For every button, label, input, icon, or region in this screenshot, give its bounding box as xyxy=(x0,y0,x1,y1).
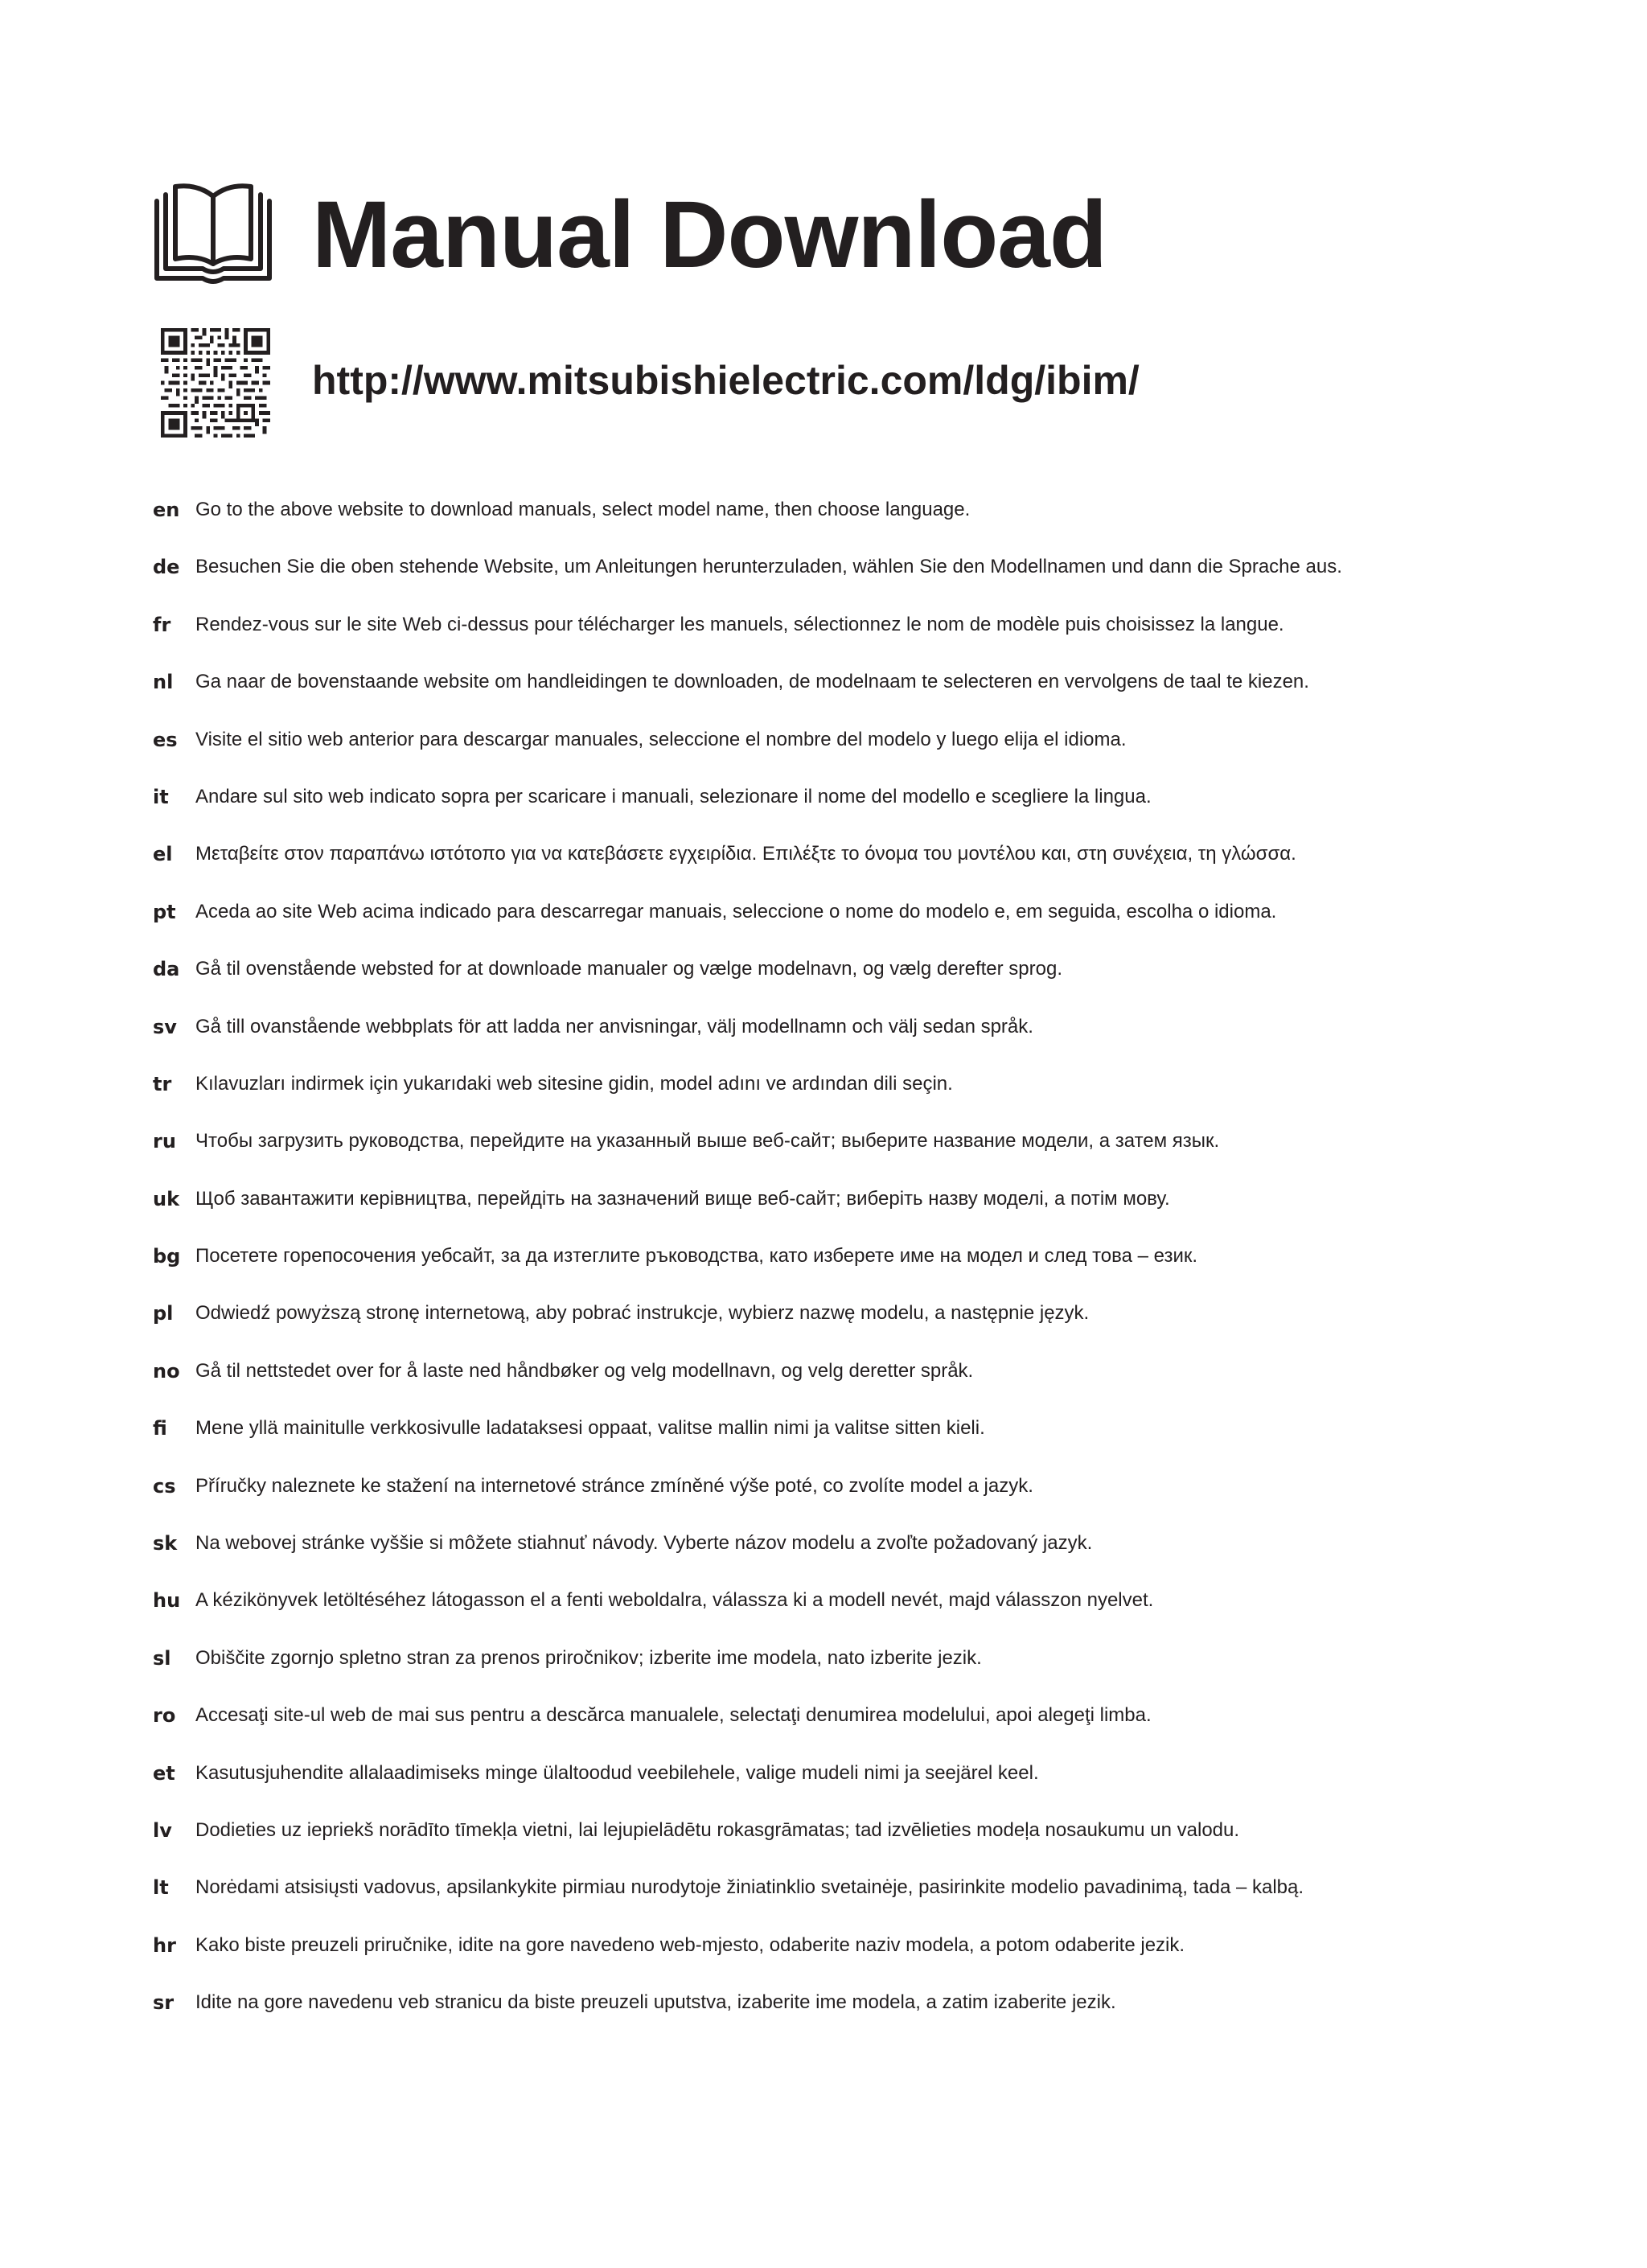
language-code: es xyxy=(153,728,178,751)
language-code: ro xyxy=(153,1704,176,1728)
instruction-text: Щоб завантажити керівництва, перейдіть на зазначений вище веб-сайт; виберіть назву моделі, а потім мову. xyxy=(195,1187,1170,1210)
header xyxy=(153,179,1520,291)
instruction-text: Ga naar de bovenstaande website om handleidingen te downloaden, de modelnaam te selecteren en vervolgens de taal te kiezen. xyxy=(195,671,1309,693)
instruction-text: Посетете горепосочения уебсайт, за да изтеглите ръководства, като изберете име на модел и след това – език. xyxy=(195,1245,1198,1268)
instruction-text: Kako biste preuzeli priručnike, idite na gore navedeno web-mjesto, odaberite naziv modela, a potom odaberite jezik. xyxy=(195,1933,1185,1956)
language-code: fi xyxy=(153,1417,167,1440)
instruction-text: Kılavuzları indirmek için yukarıdaki web sitesine gidin, model adını ve ardından dili seçin. xyxy=(195,1072,953,1095)
instruction-text: Go to the above website to download manuals, select model name, then choose language. xyxy=(195,499,971,520)
instruction-text: Чтобы загрузить руководства, перейдите на указанный выше веб-сайт; выберите название модели, а затем язык. xyxy=(195,1130,1220,1152)
list-item xyxy=(153,778,1568,835)
language-code: lv xyxy=(153,1818,172,1842)
instruction-text: Mene yllä mainitulle verkkosivulle ladataksesi oppaat, valitse mallin nimi ja valitse sitten kieli. xyxy=(195,1417,985,1440)
language-code: bg xyxy=(153,1245,181,1268)
instruction-text: Odwiedź powyższą stronę internetową, aby pobrać instrukcje, wybierz nazwę modelu, a następnie język. xyxy=(195,1302,1090,1325)
language-code: sl xyxy=(153,1646,171,1670)
instruction-text: Gå til ovenstående websted for at downloade manualer og vælge modelnavn, og vælg derefter sprog. xyxy=(195,958,1062,980)
instruction-text: Gå til nettstedet over for å laste ned håndbøker og velg modellnavn, og velg deretter språk. xyxy=(195,1359,974,1382)
instruction-text: Μεταβείτε στον παραπάνω ιστότοπο για να κατεβάσετε εγχειρίδια. Επιλέξτε το όνομα του μοντέλου και, στη συνέχεια, τη γλώσσα. xyxy=(195,843,1296,865)
language-code: cs xyxy=(153,1474,176,1498)
list-item xyxy=(153,1409,1568,1466)
url-row xyxy=(153,322,1520,442)
list-item xyxy=(153,1639,1568,1696)
qr-code-icon xyxy=(161,328,270,438)
list-item xyxy=(153,893,1568,950)
instruction-text: Příručky naleznete ke stažení na internetové stránce zmíněné výše poté, co zvolíte model a jazyk. xyxy=(195,1474,1033,1497)
manual-url[interactable]: http://www.mitsubishielectric.com/ldg/ibim/ xyxy=(312,358,1140,403)
language-code: lt xyxy=(153,1876,169,1900)
instruction-text: Idite na gore navedenu veb stranicu da biste preuzeli uputstva, izaberite ime modela, a zatim izaberite jezik. xyxy=(195,1991,1116,2014)
list-item xyxy=(153,950,1568,1007)
language-code: ru xyxy=(153,1130,176,1153)
open-book-icon xyxy=(153,182,273,285)
language-code: pt xyxy=(153,900,176,923)
list-item xyxy=(153,1008,1568,1065)
instruction-text: Gå till ovanstående webbplats för att ladda ner anvisningar, välj modellnamn och välj sedan språk. xyxy=(195,1015,1033,1037)
list-item xyxy=(153,663,1568,720)
instruction-text: Andare sul sito web indicato sopra per scaricare i manuali, selezionare il nome del modello e scegliere la lingua. xyxy=(195,785,1152,807)
language-code: fr xyxy=(153,613,171,636)
list-item xyxy=(153,1983,1568,2040)
list-item xyxy=(153,721,1568,778)
list-item xyxy=(153,491,1568,548)
list-item xyxy=(153,1294,1568,1351)
instruction-text: Norėdami atsisiųsti vadovus, apsilankykite pirmiau nurodytoje žiniatinklio svetainėje, pasirinkite modelio pavadinimą, tada – kalbą. xyxy=(195,1876,1304,1899)
list-item xyxy=(153,548,1568,605)
list-item xyxy=(153,835,1568,892)
list-item xyxy=(153,1696,1568,1753)
language-code: en xyxy=(153,499,180,521)
language-code: it xyxy=(153,785,169,808)
instruction-text: Visite el sitio web anterior para descargar manuales, seleccione el nombre del modelo y luego elija el idioma. xyxy=(195,728,1127,750)
instruction-text: A kézikönyvek letöltéséhez látogasson el a fenti weboldalra, válassza ki a modell nevét, majd válasszon nyelvet. xyxy=(195,1589,1154,1612)
language-code: nl xyxy=(153,671,174,694)
list-item xyxy=(153,1811,1568,1868)
language-code: sk xyxy=(153,1532,178,1555)
list-item xyxy=(153,1581,1568,1638)
instruction-text: Besuchen Sie die oben stehende Website, um Anleitungen herunterzuladen, wählen Sie den Modellnamen und dann die Sprache aus. xyxy=(195,556,1342,578)
list-item xyxy=(153,1754,1568,1811)
instruction-text: Rendez-vous sur le site Web ci-dessus pour télécharger les manuels, sélectionnez le nom de modèle puis choisissez la langue. xyxy=(195,613,1284,635)
list-item xyxy=(153,1868,1568,1925)
language-instructions xyxy=(153,491,1568,2041)
list-item xyxy=(153,1524,1568,1581)
list-item xyxy=(153,1180,1568,1237)
language-code: tr xyxy=(153,1072,172,1095)
list-item xyxy=(153,1122,1568,1179)
page-title: Manual Download xyxy=(312,182,1107,288)
list-item xyxy=(153,1352,1568,1409)
language-code: sr xyxy=(153,1991,175,2015)
language-code: sv xyxy=(153,1015,177,1038)
instruction-text: Kasutusjuhendite allalaadimiseks minge ülaltoodud veebilehele, valige mudeli nimi ja seejärel keel. xyxy=(195,1761,1039,1784)
language-code: pl xyxy=(153,1302,174,1325)
language-code: el xyxy=(153,843,173,866)
instruction-text: Obiščite zgornjo spletno stran za prenos priročnikov; izberite ime modela, nato izberite jezik. xyxy=(195,1646,982,1669)
list-item xyxy=(153,1065,1568,1122)
instruction-text: Dodieties uz iepriekš norādīto tīmekļa vietni, lai lejupielādētu rokasgrāmatas; tad izvēlieties modeļa nosaukumu un valodu. xyxy=(195,1818,1240,1841)
list-item xyxy=(153,1467,1568,1524)
instruction-text: Aceda ao site Web acima indicado para descarregar manuais, seleccione o nome do modelo e, em seguida, escolha o idioma. xyxy=(195,900,1277,922)
list-item xyxy=(153,1237,1568,1294)
language-code: de xyxy=(153,556,180,579)
language-code: uk xyxy=(153,1187,180,1210)
instruction-text: Na webovej stránke vyššie si môžete stiahnuť návody. Vyberte názov modelu a zvoľte požadovaný jazyk. xyxy=(195,1532,1093,1555)
list-item xyxy=(153,606,1568,663)
instruction-text: Accesaţi site-ul web de mai sus pentru a descărca manualele, selectaţi denumirea modelului, apoi alegeţi limba. xyxy=(195,1704,1152,1727)
language-code: da xyxy=(153,958,180,981)
list-item xyxy=(153,1926,1568,1983)
language-code: hu xyxy=(153,1589,181,1613)
language-code: no xyxy=(153,1359,180,1383)
language-code: hr xyxy=(153,1933,176,1957)
language-code: et xyxy=(153,1761,175,1785)
